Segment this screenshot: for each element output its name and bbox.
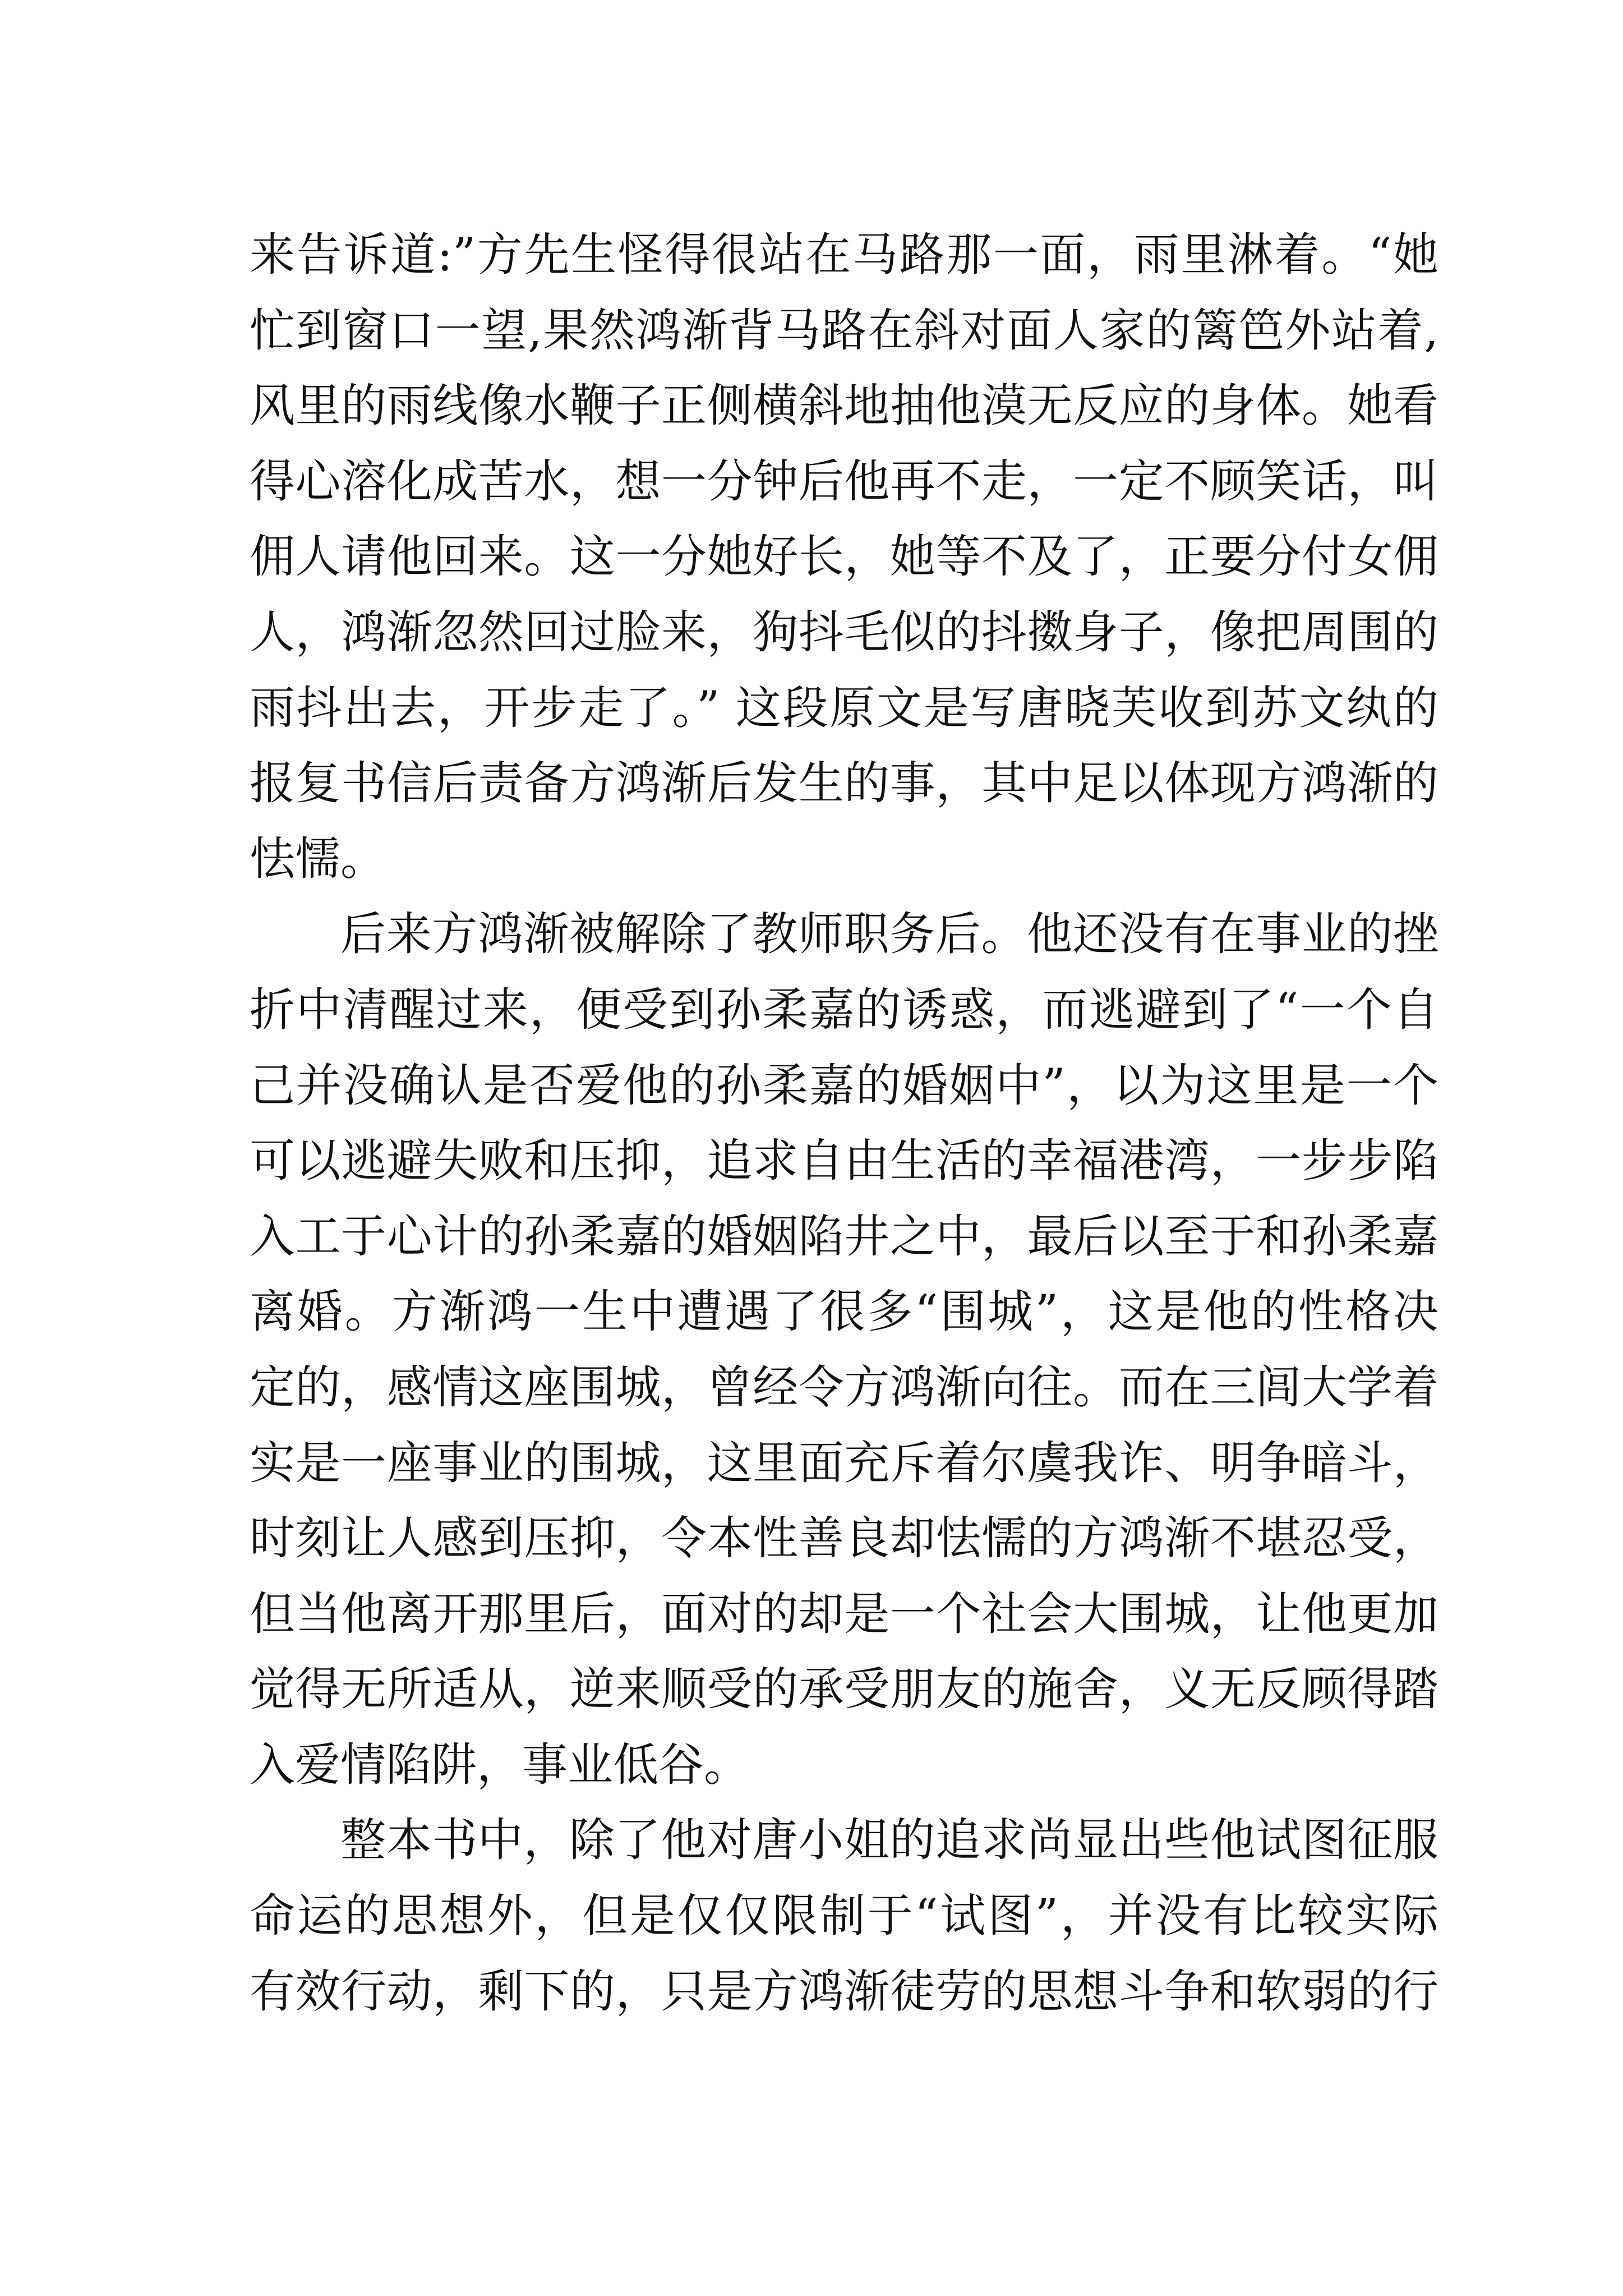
text-line: 定的，感情这座围城，曾经令方鸿渐向往。而在三闾大学着 xyxy=(250,1361,1438,1414)
text-line: 报复书信后责备方鸿渐后发生的事，其中足以体现方鸿渐的 xyxy=(250,757,1438,811)
text-line: 离婚。方渐鸿一生中遭遇了很多“围城”，这是他的性格决 xyxy=(250,1286,1438,1339)
text-line: 忙到窗口一望,果然鸿渐背马路在斜对面人家的篱笆外站着, xyxy=(250,304,1438,357)
body-text xyxy=(250,218,1438,2030)
paragraph-end-line: 怯懦。 xyxy=(250,832,386,886)
text-line: 风里的雨线像水鞭子正侧横斜地抽他漠无反应的身体。她看 xyxy=(250,380,1438,433)
text-line: 入工于心计的孙柔嘉的婚姻陷井之中，最后以至于和孙柔嘉 xyxy=(250,1210,1438,1263)
text-line: 命运的思想外，但是仅仅限制于“试图”，并没有比较实际 xyxy=(250,1890,1438,1943)
text-line: 得心溶化成苦水，想一分钟后他再不走，一定不顾笑话，叫 xyxy=(250,455,1438,508)
paragraph-first-line: 整本书中，除了他对唐小姐的追求尚显出些他试图征服 xyxy=(340,1814,1438,1867)
text-line: 觉得无所适从，逆来顺受的承受朋友的施舍，义无反顾得踏 xyxy=(250,1663,1438,1717)
text-line: 折中清醒过来，便受到孙柔嘉的诱惑，而逃避到了“一个自 xyxy=(250,983,1438,1037)
text-line: 有效行动，剩下的，只是方鸿渐徒劳的思想斗争和软弱的行 xyxy=(250,1965,1438,2018)
text-line: 可以逃避失败和压抑，追求自由生活的幸福港湾，一步步陷 xyxy=(250,1135,1438,1188)
text-line: 己并没确认是否爱他的孙柔嘉的婚姻中”，以为这里是一个 xyxy=(250,1059,1438,1112)
text-line: 雨抖出去，开步走了。” 这段原文是写唐晓芙收到苏文纨的 xyxy=(250,682,1438,735)
text-line: 时刻让人感到压抑，令本性善良却怯懦的方鸿渐不堪忍受， xyxy=(250,1512,1438,1566)
text-line: 佣人请他回来。这一分她好长，她等不及了，正要分付女佣 xyxy=(250,531,1438,584)
paragraph-end-line: 入爱情陷阱，事业低谷。 xyxy=(250,1738,750,1792)
text-line: 人，鸿渐忽然回过脸来，狗抖毛似的抖擞身子，像把周围的 xyxy=(250,606,1438,659)
text-line: 实是一座事业的围城，这里面充斥着尔虞我诈、明争暗斗， xyxy=(250,1437,1438,1490)
text-line: 来告诉道:”方先生怪得很站在马路那一面，雨里淋着。“她 xyxy=(250,229,1438,282)
paragraph-first-line: 后来方鸿渐被解除了教师职务后。他还没有在事业的挫 xyxy=(340,908,1438,961)
text-line: 但当他离开那里后，面对的却是一个社会大围城，让他更加 xyxy=(250,1588,1438,1641)
